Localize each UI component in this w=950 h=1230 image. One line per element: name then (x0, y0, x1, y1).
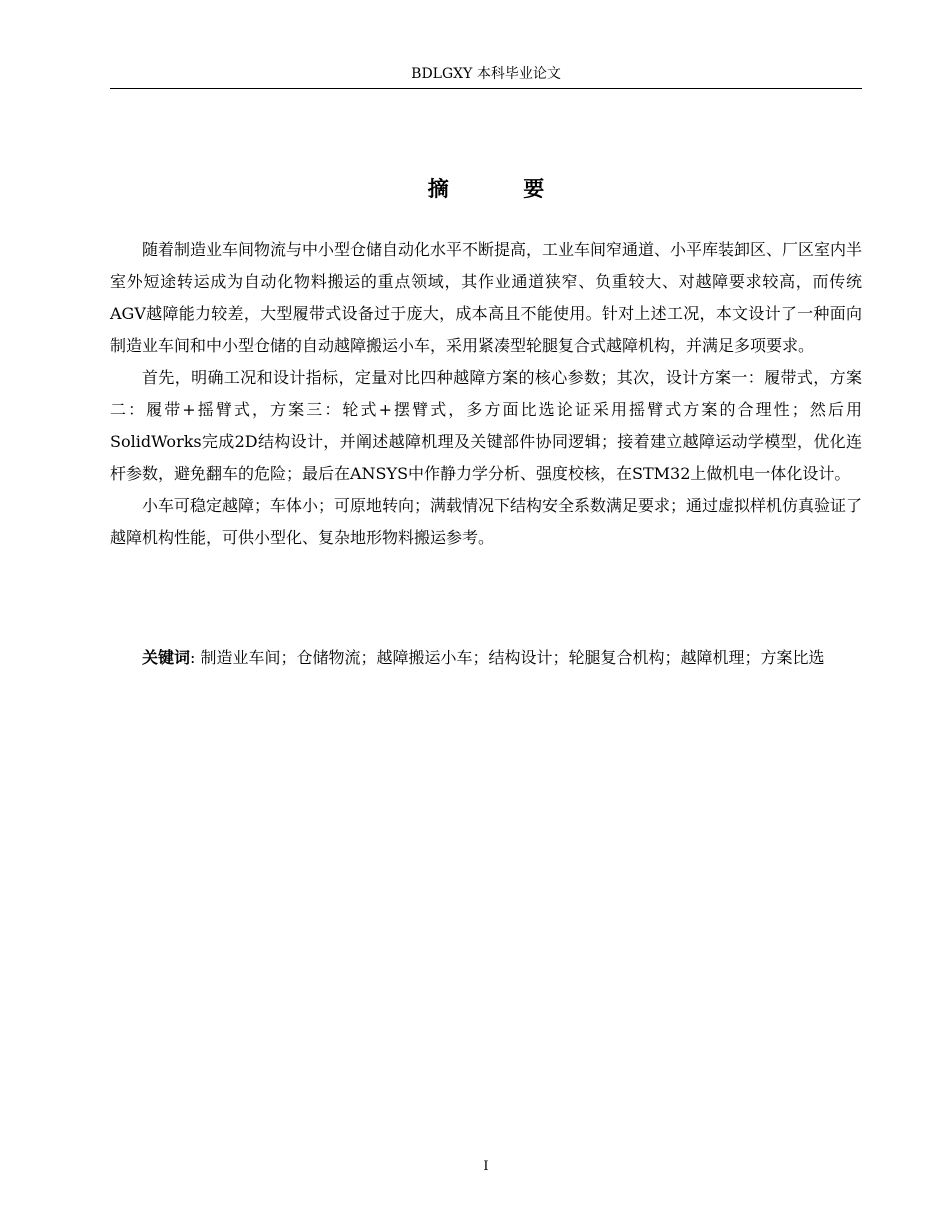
abstract-body (110, 234, 862, 554)
abstract-paragraph-1: 随着制造业车间物流与中小型仓储自动化水平不断提高，工业车间窄通道、小平库装卸区、厂区室内半室外短途转运成为自动化物料搬运的重点领域，其作业通道狭窄、负重较大、对越障要求较高，而传统AGV越障能力较差，大型履带式设备过于庞大，成本高且不能使用。针对上述工况，本文设计了一种面向制造业车间和中小型仓储的自动越障搬运小车，采用紧凑型轮腿复合式越障机构，并满足多项要求。 (110, 240, 863, 355)
keywords-label: 关键词 (142, 648, 191, 667)
abstract-title: 摘 要 (427, 177, 578, 201)
running-header: BDLGXY 本科毕业论文 (411, 66, 561, 82)
abstract-paragraph-3: 小车可稳定越障；车体小；可原地转向；满载情况下结构安全系数满足要求；通过虚拟样机仿真验证了越障机构性能，可供小型化、复杂地形物料搬运参考。 (110, 496, 863, 547)
keywords-text: 制造业车间；仓储物流；越障搬运小车；结构设计；轮腿复合机构；越障机理；方案比选 (195, 648, 825, 667)
page-number: I (483, 1159, 489, 1174)
header-rule (110, 88, 862, 89)
keywords-separator: : (190, 648, 196, 667)
keywords-line (110, 642, 862, 674)
abstract-paragraph-2: 首先，明确工况和设计指标，定量对比四种越障方案的核心参数；其次，设计方案一：履带式，方案二：履带+摇臂式，方案三：轮式+摆臂式，多方面比选论证采用摇臂式方案的合理性；然后用SolidWorks完成2D结构设计，并阐述越障机理及关键部件协同逻辑；接着建立越障运动学模型，优化连杆参数，避免翻车的危险；最后在ANSYS中作静力学分析、强度校核，在STM32上做机电一体化设计。 (110, 368, 862, 483)
